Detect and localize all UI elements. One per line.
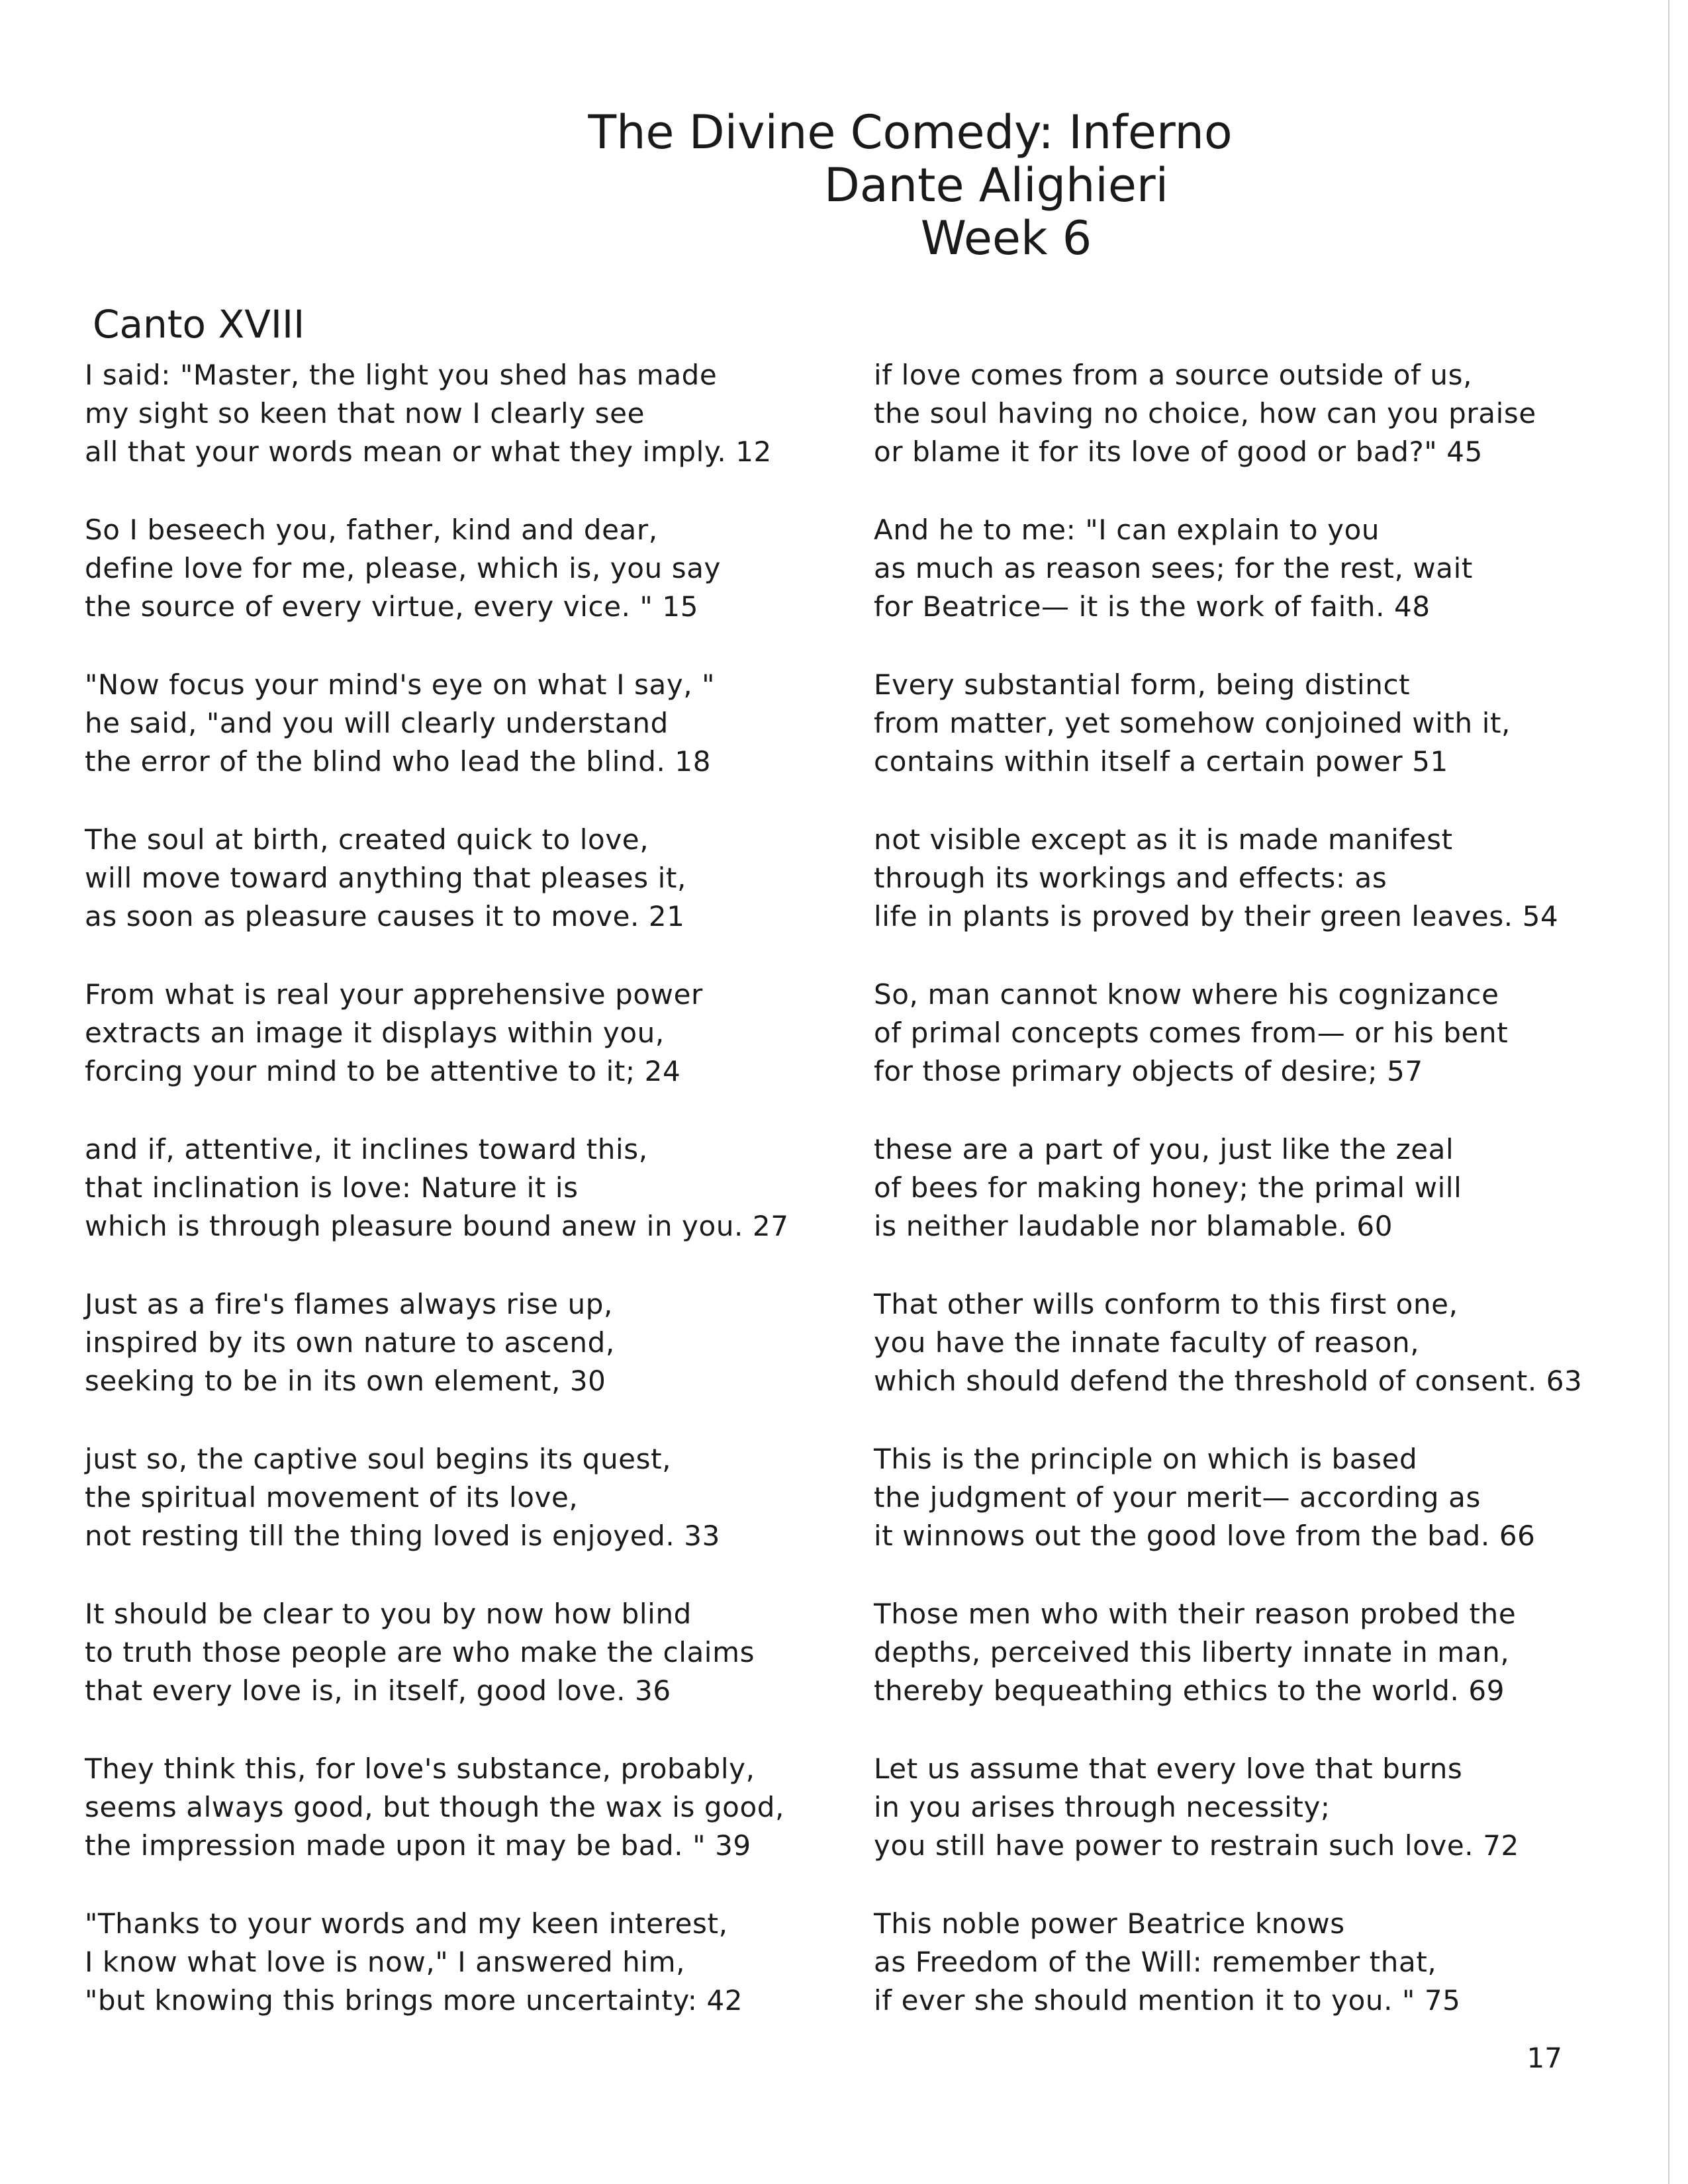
verse-line: contains within itself a certain power 51	[874, 745, 1448, 778]
verse-line: And he to me: "I can explain to you	[874, 514, 1380, 546]
title-block	[0, 106, 1688, 265]
verse-line: of bees for making honey; the primal will	[874, 1171, 1462, 1204]
verse-line: Let us assume that every love that burns	[874, 1752, 1463, 1785]
page-number: 17	[1526, 2042, 1562, 2074]
verse-line: for those primary objects of desire; 57	[874, 1055, 1423, 1087]
verse-line: as soon as pleasure causes it to move. 21	[85, 900, 685, 933]
verse-line: is neither laudable nor blamable. 60	[874, 1210, 1393, 1242]
stanza	[874, 1130, 1462, 1246]
verse-line: you have the innate faculty of reason,	[874, 1326, 1420, 1359]
verse-line: the spiritual movement of its love,	[85, 1481, 579, 1514]
verse-line: to truth those people are who make the claims	[85, 1636, 755, 1668]
verse-line: not resting till the thing loved is enjoyed. 33	[85, 1520, 720, 1552]
verse-line: From what is real your apprehensive power	[85, 978, 703, 1011]
verse-line: the impression made upon it may be bad. " 39	[85, 1829, 751, 1862]
verse-line: these are a part of you, just like the zeal	[874, 1133, 1454, 1165]
verse-line: you still have power to restrain such love. 72	[874, 1829, 1519, 1862]
verse-line: as much as reason sees; for the rest, wait	[874, 552, 1473, 584]
stanza	[874, 1750, 1519, 1865]
canto-heading: Canto XVIII	[93, 302, 305, 347]
verse-line: Those men who with their reason probed the	[874, 1598, 1517, 1630]
verse-line: as Freedom of the Will: remember that,	[874, 1946, 1437, 1978]
verse-line: inspired by its own nature to ascend,	[85, 1326, 615, 1359]
verse-line: "Now focus your mind's eye on what I say, "	[85, 668, 716, 701]
verse-line: he said, "and you will clearly understand	[85, 707, 669, 739]
stanza	[874, 1905, 1461, 2020]
verse-line: I know what love is now," I answered him,	[85, 1946, 686, 1978]
verse-line: This is the principle on which is based	[874, 1443, 1418, 1475]
stanza	[85, 356, 772, 471]
verse-line: will move toward anything that pleases it,	[85, 862, 686, 894]
stanza	[85, 1905, 743, 2020]
stanza	[874, 1440, 1535, 1555]
verse-line: the source of every virtue, every vice. " 15	[85, 590, 699, 623]
stanza	[874, 976, 1508, 1091]
verse-line: Just as a fire's flames always rise up,	[85, 1288, 613, 1320]
stanza	[85, 821, 686, 936]
stanza	[85, 511, 721, 626]
verse-line: Every substantial form, being distinct	[874, 668, 1411, 701]
verse-line: of primal concepts comes from— or his bent	[874, 1017, 1509, 1049]
stanza	[85, 1750, 784, 1865]
verse-line: "Thanks to your words and my keen interest,	[85, 1907, 728, 1940]
verse-line: the judgment of your merit— according as	[874, 1481, 1481, 1514]
stanza	[85, 976, 703, 1091]
stanza	[85, 1595, 755, 1710]
verse-line: it winnows out the good love from the bad. 66	[874, 1520, 1536, 1552]
verse-line: just so, the captive soul begins its quest,	[85, 1443, 672, 1475]
stanza	[874, 1595, 1516, 1710]
verse-line: forcing your mind to be attentive to it; 24	[85, 1055, 681, 1087]
verse-line: my sight so keen that now I clearly see	[85, 397, 645, 430]
verse-line: not visible except as it is made manifest	[874, 823, 1453, 856]
stanza	[874, 821, 1558, 936]
verse-line: I said: "Master, the light you shed has made	[85, 359, 718, 391]
stanza	[874, 666, 1511, 781]
verse-line: that every love is, in itself, good love. 36	[85, 1674, 671, 1707]
verse-line: if ever she should mention it to you. " 75	[874, 1984, 1461, 2017]
verse-line: through its workings and effects: as	[874, 862, 1387, 894]
verse-line: for Beatrice— it is the work of faith. 48	[874, 590, 1430, 623]
stanza	[874, 511, 1473, 626]
verse-line: if love comes from a source outside of us,	[874, 359, 1473, 391]
verse-line: seems always good, but though the wax is good,	[85, 1791, 784, 1823]
verse-line: thereby bequeathing ethics to the world. 69	[874, 1674, 1505, 1707]
stanza	[874, 1285, 1582, 1400]
verse-line: the error of the blind who lead the blind. 18	[85, 745, 712, 778]
verse-line: which is through pleasure bound anew in you. 27	[85, 1210, 789, 1242]
document-title: The Divine Comedy: Inferno	[588, 105, 1233, 159]
verse-line: and if, attentive, it inclines toward this,	[85, 1133, 648, 1165]
verse-line: So I beseech you, father, kind and dear,	[85, 514, 658, 546]
verse-line: depths, perceived this liberty innate in man,	[874, 1636, 1510, 1668]
verse-line: The soul at birth, created quick to love,	[85, 823, 649, 856]
verse-line: the soul having no choice, how can you praise	[874, 397, 1536, 430]
verse-line: So, man cannot know where his cognizance	[874, 978, 1499, 1011]
author-name: Dante Alighieri	[823, 158, 1169, 212]
verse-line: all that your words mean or what they imply. 12	[85, 435, 772, 468]
verse-line: define love for me, please, which is, you say	[85, 552, 722, 584]
stanza	[874, 356, 1536, 471]
verse-line: This noble power Beatrice knows	[874, 1907, 1345, 1940]
stanza	[85, 666, 715, 781]
verse-line: from matter, yet somehow conjoined with it,	[874, 707, 1511, 739]
stanza	[85, 1130, 789, 1246]
stanza	[85, 1440, 720, 1555]
verse-line: seeking to be in its own element, 30	[85, 1365, 606, 1397]
verse-line: That other wills conform to this first one,	[874, 1288, 1458, 1320]
verse-line: They think this, for love's substance, probably,	[85, 1752, 755, 1785]
verse-line: which should defend the threshold of consent. 63	[874, 1365, 1583, 1397]
verse-line: life in plants is proved by their green leaves. 54	[874, 900, 1559, 933]
verse-line: It should be clear to you by now how blind	[85, 1598, 692, 1630]
verse-line: "but knowing this brings more uncertainty: 42	[85, 1984, 743, 2017]
stanza	[85, 1285, 615, 1400]
verse-line: extracts an image it displays within you,	[85, 1017, 665, 1049]
verse-line: or blame it for its love of good or bad?" 45	[874, 435, 1483, 468]
verse-line: in you arises through necessity;	[874, 1791, 1331, 1823]
page-edge	[1668, 0, 1669, 2184]
verse-line: that inclination is love: Nature it is	[85, 1171, 579, 1204]
week-label: Week 6	[920, 211, 1092, 265]
